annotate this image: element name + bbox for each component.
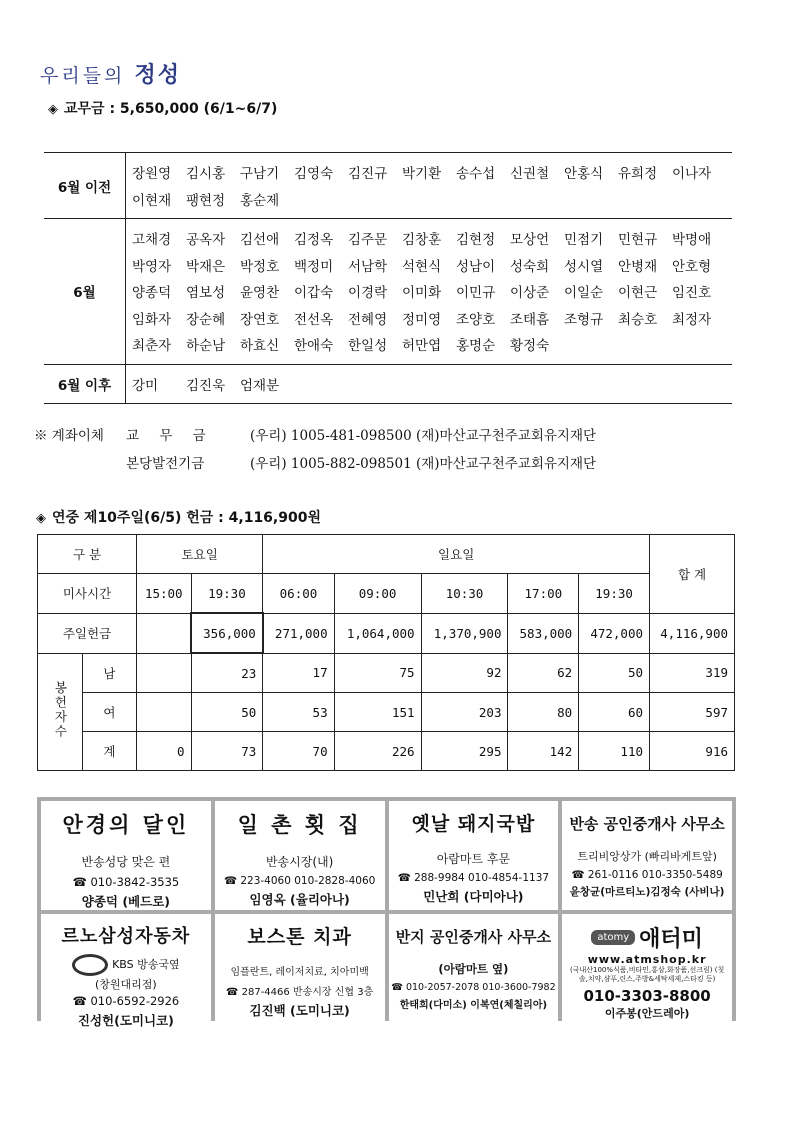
mass-time: 17:00 (508, 574, 579, 614)
offering-total: 4,116,900 (650, 613, 735, 653)
donor-name: 박영자 (132, 258, 172, 275)
donor-name: 민점기 (564, 232, 604, 249)
donor-row (44, 364, 732, 404)
offering-cell: 1,064,000 (334, 613, 421, 653)
count-cell (137, 693, 192, 732)
account-value: (우리) 1005-481-098500 (재)마산교구천주교회유지재단 (250, 428, 597, 444)
donor-name: 홍순제 (240, 192, 280, 209)
title-big: 정성 (134, 62, 181, 88)
ad-owner: 양종덕 (베드로) (81, 894, 170, 909)
ad-name: 반지 공인중개사 사무소 (395, 928, 552, 946)
ad-name: 일 촌 횟 집 (237, 812, 362, 837)
donor-name: 이나자 (672, 166, 712, 183)
account-label: 본당발전기금 (126, 456, 205, 472)
parish-fund-heading (48, 98, 277, 118)
account-row-1 (34, 424, 596, 444)
donor-name-line (132, 159, 726, 186)
donor-name: 석현식 (402, 258, 442, 275)
donor-name: 고채경 (132, 232, 172, 249)
attendance-label-cell (38, 653, 83, 771)
atomy-logo (562, 922, 732, 953)
donor-name: 장순혜 (186, 311, 226, 328)
count-cell: 17 (263, 653, 334, 693)
donor-name-line (132, 278, 726, 305)
donor-name-line (132, 371, 726, 398)
ad-location: 아람마트 후문 (436, 852, 511, 866)
donor-name: 구남기 (240, 166, 280, 183)
donor-name: 성남이 (456, 258, 496, 275)
ad-atomy (562, 914, 732, 1029)
count-cell: 23 (191, 653, 263, 693)
renault-logo-icon (72, 954, 108, 976)
ad-owner: 김진백 (도미니코) (249, 1003, 350, 1018)
donor-name: 조양호 (456, 311, 496, 328)
count-total: 319 (650, 653, 735, 693)
count-cell: 80 (508, 693, 579, 732)
donor-name: 허만엽 (402, 338, 442, 355)
donor-name-line (132, 305, 726, 332)
ad-owner: 진성헌(도미니코) (77, 1013, 174, 1028)
total-header: 합 계 (650, 535, 735, 614)
donor-category: 6월 이전 (44, 153, 126, 219)
ad-phone: ☎ 010-3842-3535 (72, 875, 180, 889)
mass-time: 06:00 (263, 574, 334, 614)
donor-row (44, 219, 732, 365)
donor-name: 김선애 (240, 232, 280, 249)
donor-name: 송수섭 (456, 166, 496, 183)
donor-name: 장원영 (132, 166, 172, 183)
ad-name: 옛날 돼지국밥 (411, 813, 536, 835)
donor-name-line (132, 186, 726, 213)
ad-dental (215, 914, 385, 1029)
donor-name: 최춘자 (132, 338, 172, 355)
donor-name: 성시열 (564, 258, 604, 275)
donor-category: 6월 (44, 219, 126, 365)
offering-cell: 1,370,900 (421, 613, 508, 653)
offering-label: 주일헌금 (38, 613, 137, 653)
ad-location-2: (창원대리점) (95, 978, 157, 991)
donor-name: 한애숙 (294, 338, 334, 355)
count-cell: 60 (579, 693, 650, 732)
parish-fund-label: 교무금 : 5,650,000 (6/1~6/7) (64, 101, 278, 117)
donor-name: 염보성 (186, 285, 226, 302)
donor-names (126, 364, 733, 404)
donor-name: 윤영찬 (240, 285, 280, 302)
count-total: 597 (650, 693, 735, 732)
donor-name: 모상언 (510, 232, 550, 249)
page-title (40, 58, 181, 89)
ad-phone: ☎ 010-6592-2926 (72, 994, 180, 1008)
ad-owner: 민난희 (다미아나) (423, 889, 524, 904)
account-label: 교 무 금 (126, 428, 214, 444)
row-label-male: 남 (82, 653, 136, 693)
offering-cell: 271,000 (263, 613, 334, 653)
donor-name: 최정자 (672, 311, 712, 328)
ad-realty-bansong (562, 801, 732, 910)
donor-name: 이미화 (402, 285, 442, 302)
donor-name: 하효신 (240, 338, 280, 355)
donor-name: 김주문 (348, 232, 388, 249)
donor-name: 박재은 (186, 258, 226, 275)
mass-time: 10:30 (421, 574, 508, 614)
count-cell: 92 (421, 653, 508, 693)
count-cell: 50 (579, 653, 650, 693)
donor-name: 김정옥 (294, 232, 334, 249)
ad-name: 반송 공인중개사 사무소 (569, 815, 725, 833)
ad-description: (국내산100%식품,비타민,홍삼,화장품,선크림) (칫솔,치약,샴푸,린스,주방&세탁세제,스타킹 등) (569, 966, 725, 983)
donor-name: 장연호 (240, 311, 280, 328)
ad-owner: 윤창균(마르티노)김정숙 (사비나) (569, 886, 725, 898)
donor-name-line (132, 252, 726, 279)
ad-owner: 이주봉(안드레아) (604, 1007, 690, 1020)
account-note: ※ 계좌이체 (34, 428, 104, 444)
donor-name: 김영숙 (294, 166, 334, 183)
offering-cell: 472,000 (579, 613, 650, 653)
donor-name: 정미영 (402, 311, 442, 328)
ad-sashimi (215, 801, 385, 910)
saturday-header: 토요일 (137, 535, 263, 574)
mass-time: 19:30 (191, 574, 263, 614)
ad-location: 반송시장(내) (265, 855, 334, 869)
donor-name: 조형규 (564, 311, 604, 328)
ad-owner: 임영옥 (율리아나) (249, 892, 350, 907)
collection-table (37, 534, 735, 771)
count-cell: 70 (263, 732, 334, 771)
ad-website: www.atmshop.kr (587, 953, 707, 966)
collection-heading (36, 507, 321, 527)
ad-glasses (41, 801, 211, 910)
mass-time: 15:00 (137, 574, 192, 614)
donor-name: 한일성 (348, 338, 388, 355)
collection-heading-text: 연중 제10주일(6/5) 헌금 : 4,116,900원 (52, 510, 321, 526)
count-cell: 50 (191, 693, 263, 732)
donor-name: 박정호 (240, 258, 280, 275)
ad-phone: ☎ 287-4466 반송시장 신협 3층 (225, 987, 374, 998)
donor-name-line (132, 225, 726, 252)
col-group-header: 구 분 (38, 535, 137, 574)
ad-services: 임플란트, 레이저치료, 치아미백 (230, 967, 369, 978)
donor-name: 홍명순 (456, 338, 496, 355)
ad-phone: ☎ 261-0116 010-3350-5489 (571, 869, 723, 881)
sunday-header: 일요일 (263, 535, 650, 574)
donor-name: 백정미 (294, 258, 334, 275)
donor-row (44, 153, 732, 219)
ad-name: 보스톤 치과 (247, 926, 352, 948)
ads-grid (37, 797, 736, 1028)
attendance-label: 봉헌자수 (52, 681, 68, 740)
count-cell: 110 (579, 732, 650, 771)
donor-name: 김시홍 (186, 166, 226, 183)
donor-name: 임화자 (132, 311, 172, 328)
donor-name: 안호형 (672, 258, 712, 275)
donor-name: 김진규 (348, 166, 388, 183)
donor-name: 이민규 (456, 285, 496, 302)
count-cell (137, 653, 192, 693)
count-cell: 75 (334, 653, 421, 693)
mass-time-label: 미사시간 (38, 574, 137, 614)
count-cell: 62 (508, 653, 579, 693)
ad-gukbap (389, 801, 559, 910)
count-cell: 53 (263, 693, 334, 732)
ad-location: KBS 방송국옆 (112, 958, 180, 971)
account-row-2 (34, 452, 596, 472)
count-cell: 295 (421, 732, 508, 771)
ad-name: 애터미 (639, 927, 703, 952)
count-cell: 226 (334, 732, 421, 771)
diamond-icon: ◈ (48, 102, 58, 117)
donor-name-line (132, 331, 726, 358)
donor-name: 강미 (132, 377, 159, 394)
ad-owner: 한태희(다미소) 이복연(체칠리아) (399, 1000, 548, 1011)
donor-name: 유희정 (618, 166, 658, 183)
atomy-logo-icon: atomy (591, 930, 635, 945)
donor-name: 김창훈 (402, 232, 442, 249)
count-cell: 142 (508, 732, 579, 771)
donor-name: 이일순 (564, 285, 604, 302)
title-small: 우리들의 (40, 65, 126, 87)
donor-name: 박명애 (672, 232, 712, 249)
donor-name: 엄재분 (240, 377, 280, 394)
donor-category: 6월 이후 (44, 364, 126, 404)
donor-name: 민현규 (618, 232, 658, 249)
row-label-female: 여 (82, 693, 136, 732)
ad-phone: ☎ 010-2057-2078 010-3600-7982 (391, 982, 556, 993)
donor-name: 전혜영 (348, 311, 388, 328)
ad-location: 트리비앙상가 (빠리바게트앞) (577, 850, 717, 863)
ad-phone: 010-3303-8800 (583, 987, 711, 1005)
donor-name: 황정숙 (510, 338, 550, 355)
count-cell: 203 (421, 693, 508, 732)
offering-cell: 583,000 (508, 613, 579, 653)
donor-name: 이상준 (510, 285, 550, 302)
donor-name: 성숙희 (510, 258, 550, 275)
diamond-icon: ◈ (36, 511, 46, 526)
donor-name: 전선옥 (294, 311, 334, 328)
donor-name: 안홍식 (564, 166, 604, 183)
offering-cell: 356,000 (191, 613, 263, 653)
donor-name: 조태흠 (510, 311, 550, 328)
donor-names (126, 153, 733, 219)
row-label-sum: 계 (82, 732, 136, 771)
donor-names (126, 219, 733, 365)
mass-time: 09:00 (334, 574, 421, 614)
donor-name: 팽현정 (186, 192, 226, 209)
donor-name: 이경락 (348, 285, 388, 302)
donor-name: 신권철 (510, 166, 550, 183)
donor-name: 김진욱 (186, 377, 226, 394)
donor-name: 이갑숙 (294, 285, 334, 302)
count-cell: 73 (191, 732, 263, 771)
count-cell: 151 (334, 693, 421, 732)
ad-name: 안경의 달인 (62, 812, 190, 837)
donor-name: 이현근 (618, 285, 658, 302)
ad-location: (아람마트 옆) (438, 962, 509, 976)
donor-name: 하순남 (186, 338, 226, 355)
count-cell: 0 (137, 732, 192, 771)
account-value: (우리) 1005-882-098501 (재)마산교구천주교회유지재단 (250, 456, 597, 472)
donor-name: 최승호 (618, 311, 658, 328)
donor-name: 임진호 (672, 285, 712, 302)
donor-table (44, 152, 732, 404)
ad-location-wrap (41, 954, 211, 976)
ad-phone: ☎ 223-4060 010-2828-4060 (223, 875, 376, 887)
ad-realty-banji (389, 914, 559, 1029)
offering-cell (137, 613, 192, 653)
ad-phone: ☎ 288-9984 010-4854-1137 (397, 872, 550, 884)
donor-name: 공옥자 (186, 232, 226, 249)
donor-name: 김현정 (456, 232, 496, 249)
donor-name: 양종덕 (132, 285, 172, 302)
donor-name: 이현재 (132, 192, 172, 209)
mass-time: 19:30 (579, 574, 650, 614)
ad-name: 르노삼성자동차 (61, 926, 191, 947)
count-total: 916 (650, 732, 735, 771)
donor-name: 서남학 (348, 258, 388, 275)
donor-name: 박기환 (402, 166, 442, 183)
donor-name: 안병재 (618, 258, 658, 275)
ad-renault (41, 914, 211, 1029)
ad-location: 반송성당 맞은 편 (81, 855, 171, 869)
